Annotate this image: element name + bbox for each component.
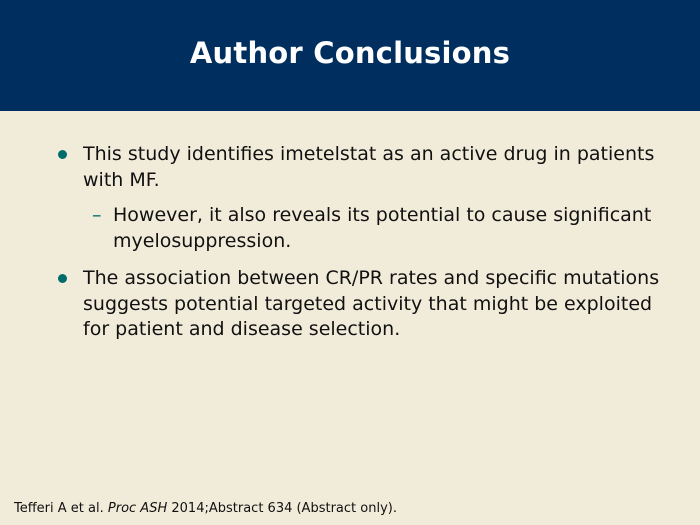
citation bbox=[14, 500, 684, 518]
bullet-item-2 bbox=[58, 266, 668, 344]
bullet-dot-icon bbox=[58, 274, 67, 283]
sub-bullet-text: However, it also reveals its potential to cause significant myelosuppression. bbox=[113, 204, 652, 252]
bullet-text: The association between CR/PR rates and specific mutations suggests potential targeted activity that might be exploited for patient and disease selection. bbox=[83, 267, 660, 340]
bullet-dot-icon bbox=[58, 150, 67, 159]
citation-authors: Tefferi A et al. bbox=[14, 501, 104, 516]
citation-details: 2014;Abstract 634 (Abstract only). bbox=[171, 501, 397, 516]
sub-bullet-item-1 bbox=[92, 203, 662, 255]
bullet-text: This study identifies imetelstat as an active drug in patients with MF. bbox=[83, 143, 655, 191]
dash-icon: – bbox=[92, 204, 102, 226]
slide-title: Author Conclusions bbox=[189, 35, 511, 70]
bullet-item-1 bbox=[58, 142, 668, 194]
citation-journal: Proc ASH bbox=[107, 501, 168, 516]
